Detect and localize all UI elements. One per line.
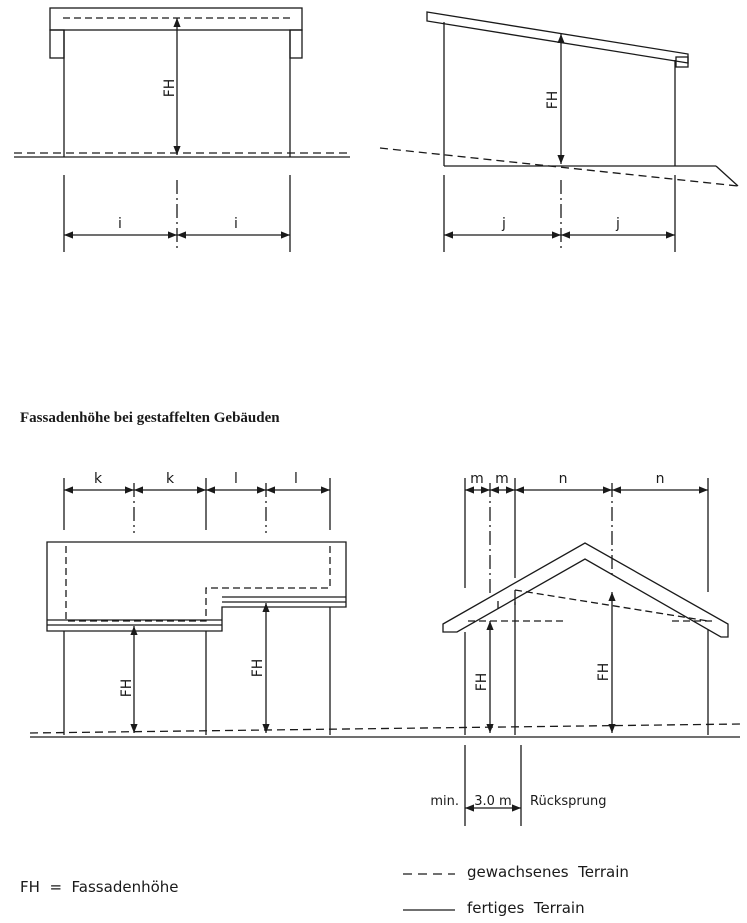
ground-finished-edge — [716, 166, 738, 186]
dim-label-k-right: k — [165, 471, 175, 487]
shed-roof — [427, 12, 688, 63]
gable-roof — [443, 543, 728, 637]
legend-fh-definition: FH = Fassadenhöhe — [20, 878, 179, 896]
dim-label-l-right: l — [294, 471, 298, 487]
setback-min-label: min. — [430, 794, 459, 809]
flat-roof-eave-left — [50, 30, 64, 58]
dim-label-k-left: k — [93, 471, 103, 487]
ground-natural-lower — [30, 724, 740, 733]
dim-label-n-left: n — [558, 471, 568, 487]
legend-dashed-label: gewachsenes Terrain — [467, 863, 629, 881]
stepped-roof-outline — [47, 542, 346, 631]
fh-label-fig3-low: FH — [119, 678, 135, 698]
flat-roof-eave-right — [290, 30, 302, 58]
dim-label-l-left: l — [234, 471, 238, 487]
stepped-flat-building — [47, 478, 346, 735]
fh-label-fig3-high: FH — [250, 658, 266, 678]
setback-distance-label: 3.0 m — [474, 794, 512, 809]
dim-label-m-right: m — [495, 471, 509, 487]
dim-label-j-right: j — [616, 216, 620, 232]
dim-label-i-left: i — [118, 216, 122, 232]
dim-label-j-left: j — [502, 216, 506, 232]
setback-ruecksprung-label: Rücksprung — [530, 794, 607, 809]
flat-roof-building — [14, 8, 350, 252]
section-heading: Fassadenhöhe bei gestaffelten Gebäuden — [20, 410, 280, 426]
flat-roof-slab — [50, 8, 302, 30]
fh-label-fig1: FH — [162, 78, 178, 98]
legend-solid-label: fertiges Terrain — [467, 899, 585, 917]
fh-label-fig2: FH — [545, 90, 561, 110]
fh-label-fig4-left: FH — [474, 672, 490, 692]
stepped-inner-dashed — [66, 546, 330, 621]
dim-label-m-left: m — [470, 471, 484, 487]
ground-natural — [380, 148, 738, 186]
dim-label-n-right: n — [655, 471, 665, 487]
gable-roof-building — [443, 478, 728, 826]
dim-label-i-right: i — [234, 216, 238, 232]
fh-label-fig4-right: FH — [596, 662, 612, 682]
shed-roof-building — [380, 12, 738, 252]
